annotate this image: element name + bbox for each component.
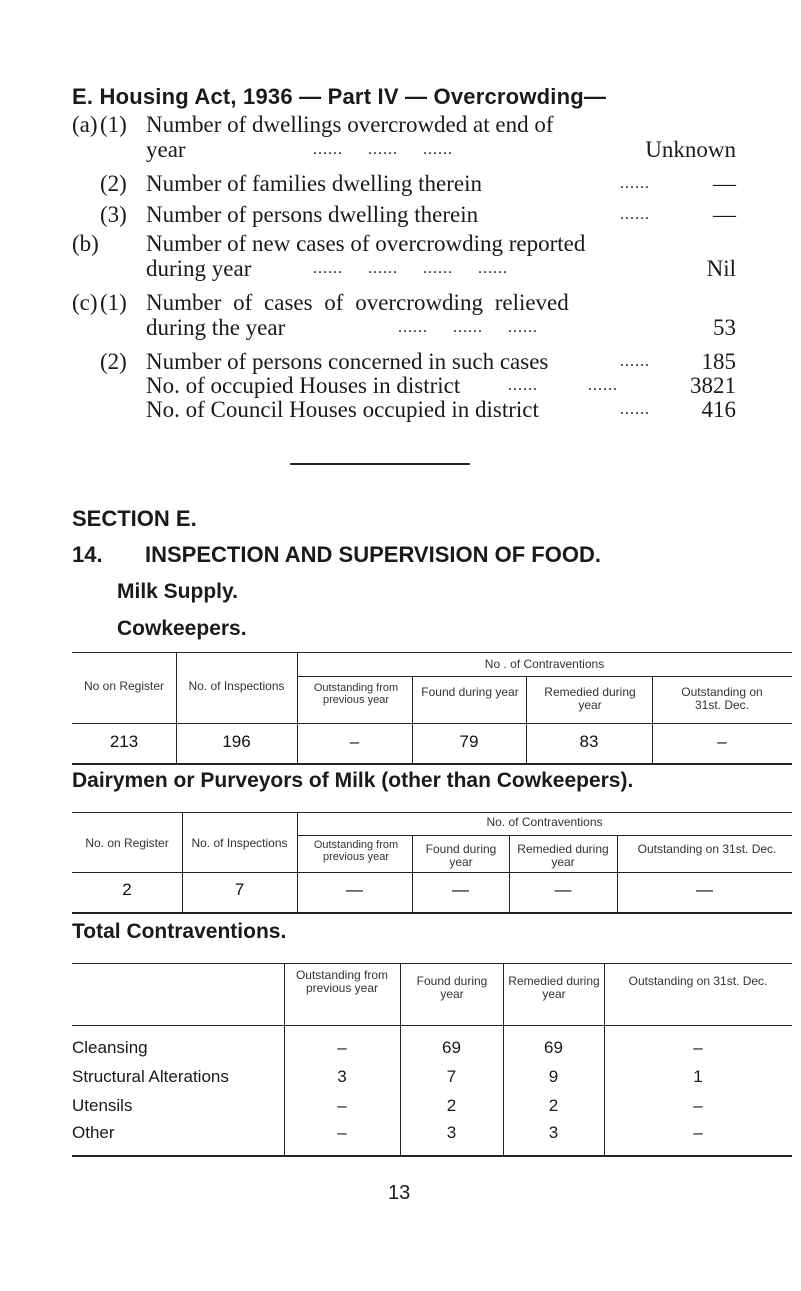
cowkeepers-heading: Cowkeepers. xyxy=(117,617,247,640)
cell-found: — xyxy=(452,880,469,899)
row-dots: ...... xyxy=(620,206,650,223)
row-text: Number of persons dwelling therein xyxy=(146,202,479,227)
page-number: 13 xyxy=(388,1182,411,1204)
row-text: Number of new cases of overcrowding reported xyxy=(146,231,586,256)
cell-inspections: 7 xyxy=(234,880,245,899)
cell-outstanding-previous: — xyxy=(346,880,363,899)
row-dots: ...... xyxy=(620,175,650,192)
cell-outstanding-previous: – xyxy=(349,732,360,751)
header-outstanding-31st-dec: Outstanding on 31st. Dec. xyxy=(628,974,768,988)
total-contraventions-heading: Total Contraventions. xyxy=(72,920,287,943)
header-found-during-year: Found during year xyxy=(421,685,519,699)
cell-outstanding-previous: – xyxy=(337,1096,347,1115)
header-no-of-contraventions: No . of Contraventions xyxy=(484,657,605,671)
row-text-continued: during the year xyxy=(146,315,286,340)
header-found-during-year: Found during year xyxy=(425,842,497,869)
cell-remedied: 83 xyxy=(579,732,599,751)
row-value: 3821 xyxy=(690,373,736,398)
row-label: (c) xyxy=(72,290,98,315)
table-row-cleansing xyxy=(72,1038,792,1060)
cell-outstanding-dec: – xyxy=(693,1123,703,1142)
housing-heading: E. Housing Act, 1936 — Part IV — Overcrowding— xyxy=(72,84,607,109)
milk-supply-heading: Milk Supply. xyxy=(117,580,238,603)
cell-register: 2 xyxy=(122,880,132,899)
header-remedied-during-year: Remedied during year xyxy=(517,842,609,869)
subsection-text: INSPECTION AND SUPERVISION OF FOOD. xyxy=(145,542,601,567)
row-text-continued: year xyxy=(146,137,186,162)
cell-outstanding-dec: — xyxy=(696,880,713,899)
cell-remedied: 3 xyxy=(548,1123,559,1142)
cell-outstanding-dec: – xyxy=(693,1096,703,1115)
table-row-other xyxy=(72,1123,792,1145)
header-outstanding-previous: Outstanding from previous year xyxy=(313,682,399,706)
row-text: Number of dwellings overcrowded at end of xyxy=(146,112,554,137)
row-value: Unknown xyxy=(645,137,736,162)
row-value: 416 xyxy=(701,397,736,422)
row-dots: ...... ...... xyxy=(508,377,618,394)
header-outstanding-previous: Outstanding from previous year xyxy=(295,968,389,995)
row-number: (2) xyxy=(100,349,127,374)
row-label: Structural Alterations xyxy=(72,1067,229,1086)
cell-register: 213 xyxy=(109,732,139,751)
header-remedied-during-year: Remedied during year xyxy=(508,974,600,1001)
cell-outstanding-previous: – xyxy=(337,1123,347,1142)
row-text: No. of occupied Houses in district xyxy=(146,373,461,398)
row-number: (1) xyxy=(100,112,127,137)
section-divider xyxy=(290,463,470,465)
row-text: Number of families dwelling therein xyxy=(146,171,482,196)
row-number: (1) xyxy=(100,290,127,315)
dairymen-heading: Dairymen or Purveyors of Milk (other than Cowkeepers). xyxy=(72,769,634,792)
row-label: (b) xyxy=(72,231,99,256)
cell-outstanding-dec: – xyxy=(693,1038,703,1057)
header-no-of-contraventions: No. of Contraventions xyxy=(486,815,603,829)
header-found-during-year: Found during year xyxy=(416,974,488,1001)
row-text: Number of cases of overcrowding relieved xyxy=(146,290,569,315)
row-text-continued: during year xyxy=(146,256,252,281)
cell-found: 79 xyxy=(459,732,479,751)
cell-remedied: — xyxy=(554,880,572,899)
row-label: Cleansing xyxy=(72,1038,148,1057)
cell-found: 2 xyxy=(446,1096,457,1115)
row-value: — xyxy=(713,202,736,227)
row-dots: ...... ...... ...... xyxy=(398,319,538,336)
header-no-on-register: No on Register xyxy=(83,679,165,693)
header-no-of-inspections: No. of Inspections xyxy=(191,836,288,850)
header-outstanding-31st-dec: Outstanding on 31st. Dec. xyxy=(637,842,777,856)
table-row-utensils xyxy=(72,1096,792,1118)
row-number: (2) xyxy=(100,171,127,196)
cell-outstanding-dec: – xyxy=(717,732,727,751)
row-value: 185 xyxy=(701,349,736,374)
row-number: (3) xyxy=(100,202,127,227)
row-dots: ...... ...... ...... xyxy=(313,141,453,158)
row-dots: ...... xyxy=(620,401,650,418)
row-label: Utensils xyxy=(72,1096,133,1115)
section-heading: SECTION E. xyxy=(72,506,197,531)
cell-remedied: 2 xyxy=(548,1096,559,1115)
cell-outstanding-dec: 1 xyxy=(693,1067,703,1086)
header-outstanding-31st-dec: Outstanding on 31st. Dec. xyxy=(681,685,763,712)
cell-outstanding-previous: 3 xyxy=(337,1067,347,1086)
cell-remedied: 9 xyxy=(548,1067,559,1086)
cell-outstanding-previous: – xyxy=(337,1038,347,1057)
row-label: (a) xyxy=(72,112,98,137)
row-value: Nil xyxy=(706,256,736,281)
row-value: 53 xyxy=(713,315,736,340)
header-outstanding-previous: Outstanding from previous year xyxy=(313,839,399,863)
header-no-on-register: No. on Register xyxy=(85,836,169,850)
row-text: Number of persons concerned in such cases xyxy=(146,349,549,374)
row-text: No. of Council Houses occupied in district xyxy=(146,397,539,422)
table-row-structural-alterations xyxy=(72,1067,792,1089)
cell-found: 69 xyxy=(442,1038,461,1057)
row-dots: ...... ...... ...... ...... xyxy=(313,260,508,277)
header-remedied-during-year: Remedied during year xyxy=(544,685,636,712)
cell-found: 7 xyxy=(446,1067,457,1086)
row-value: — xyxy=(713,171,736,196)
cell-inspections: 196 xyxy=(222,732,251,751)
cell-found: 3 xyxy=(446,1123,457,1142)
subsection-number: 14. xyxy=(72,542,103,567)
header-no-of-inspections: No. of Inspections xyxy=(188,679,285,693)
row-label: Other xyxy=(72,1123,115,1142)
row-dots: ...... xyxy=(620,353,650,370)
cell-remedied: 69 xyxy=(544,1038,563,1057)
